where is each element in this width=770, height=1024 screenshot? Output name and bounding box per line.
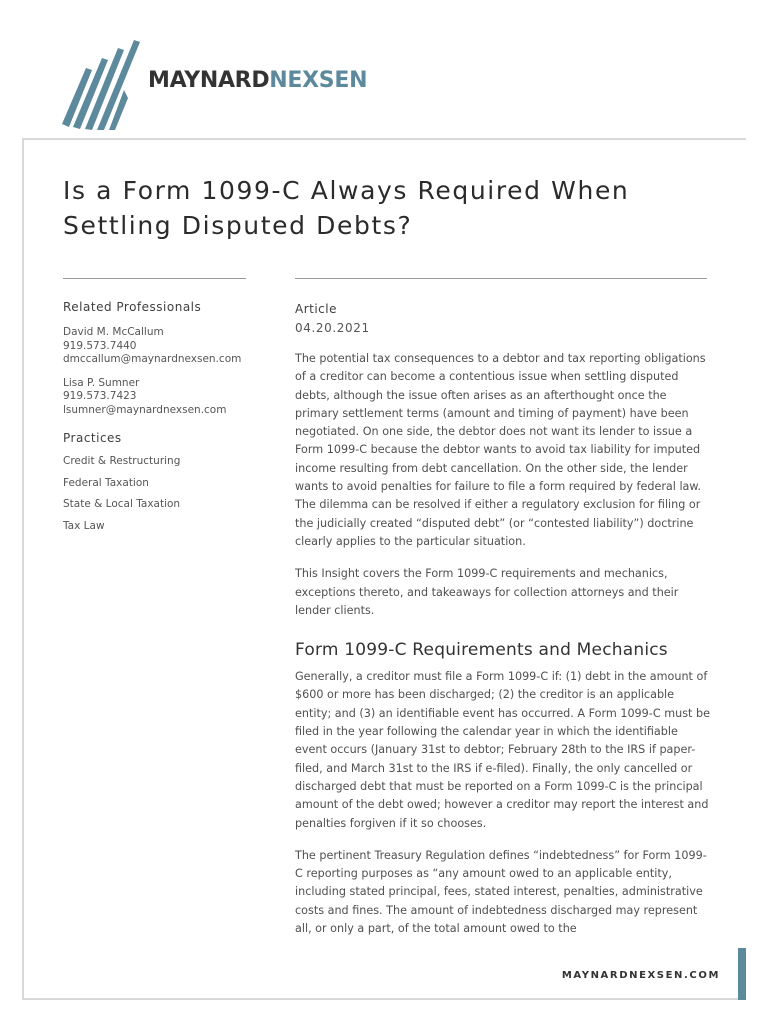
accent-bar bbox=[738, 948, 746, 1000]
professional-phone[interactable]: 919.573.7423 bbox=[63, 390, 137, 402]
article-paragraph: The pertinent Treasury Regulation defines “indebtedness” for Form 1099-C reporting purposes as “any amount owed to an applicable entity, including stated principal, fees, stated interest, penalties, administrative costs and fines. The amount of indebtedness discharged may represent all, or only a part, of the total amount owed to the bbox=[295, 848, 707, 936]
practice-item[interactable]: Tax Law bbox=[63, 519, 105, 532]
practice-item[interactable]: Credit & Restructuring bbox=[63, 455, 181, 467]
footer-website[interactable]: MAYNARDNEXSEN.COM bbox=[561, 970, 720, 981]
practice-item[interactable]: State & Local Taxation bbox=[63, 498, 181, 510]
professional-email[interactable]: dmccallum@maynardnexsen.com bbox=[63, 353, 242, 365]
logo-word-maynard: MAYNARD bbox=[148, 68, 270, 93]
frame-bottom-border bbox=[22, 998, 746, 1000]
practice-item[interactable]: Federal Taxation bbox=[63, 476, 149, 489]
professional-phone[interactable]: 919.573.7440 bbox=[63, 339, 137, 352]
professional-card bbox=[63, 377, 263, 418]
sidebar-divider bbox=[63, 278, 246, 279]
section-heading: Form 1099-C Requirements and Mechanics bbox=[295, 640, 668, 661]
professional-name[interactable]: David M. McCallum bbox=[63, 326, 164, 338]
article-date: 04.20.2021 bbox=[295, 321, 370, 335]
related-professionals-heading: Related Professionals bbox=[63, 300, 202, 314]
professional-name[interactable]: Lisa P. Sumner bbox=[63, 376, 140, 389]
logo-wordmark bbox=[148, 68, 367, 93]
article-paragraph: The potential tax consequences to a debtor and tax reporting obligations of a creditor can become a contentious issue when settling disputed debts, although the issue often arises as an afterthought once the primary settlement terms (amount and timing of payment) have been negotiated. On one side, the debtor does not want its lender to issue a Form 1099-C because the debtor wants to avoid tax liability for imputed income resulting from debt cancellation. On the other side, the lender wants to avoid penalties for failure to file a form required by federal law. The dilemma can be resolved if either a regulatory exclusion for filing or the judicially created “disputed debt” (or “contested liability”) doctrine clearly applies to the particular situation. bbox=[295, 352, 706, 548]
practices-heading: Practices bbox=[63, 431, 122, 445]
main-divider bbox=[295, 278, 707, 279]
page-title: Is a Form 1099-C Always Required When Settling Disputed Debts? bbox=[63, 176, 630, 240]
article-paragraph: Generally, a creditor must file a Form 1099-C if: (1) debt in the amount of $600 or more has been discharged; (2) the creditor is an applicable entity; and (3) an identifiable event has occurred. A Form 1099-C must be filed in the year following the calendar year in which the identifiable event occurs (January 31st to debtor; February 28th to the IRS if paper-filed, and March 31st to the IRS if e-filed). Finally, the only cancelled or discharged debt that must be reported on a Form 1099-C is the principal amount of the debt owed; however a creditor may report the interest and penalties forgiven if it so chooses. bbox=[295, 670, 710, 830]
article-type-label: Article bbox=[295, 302, 337, 316]
sidebar bbox=[63, 300, 263, 541]
article-paragraph: This Insight covers the Form 1099-C requirements and mechanics, exceptions thereto, and takeaways for collection attorneys and their lender clients. bbox=[295, 567, 679, 617]
logo-word-nexsen: NEXSEN bbox=[269, 68, 368, 93]
article-body bbox=[295, 302, 713, 938]
professional-card bbox=[63, 326, 263, 367]
professional-email[interactable]: lsumner@maynardnexsen.com bbox=[63, 403, 227, 416]
